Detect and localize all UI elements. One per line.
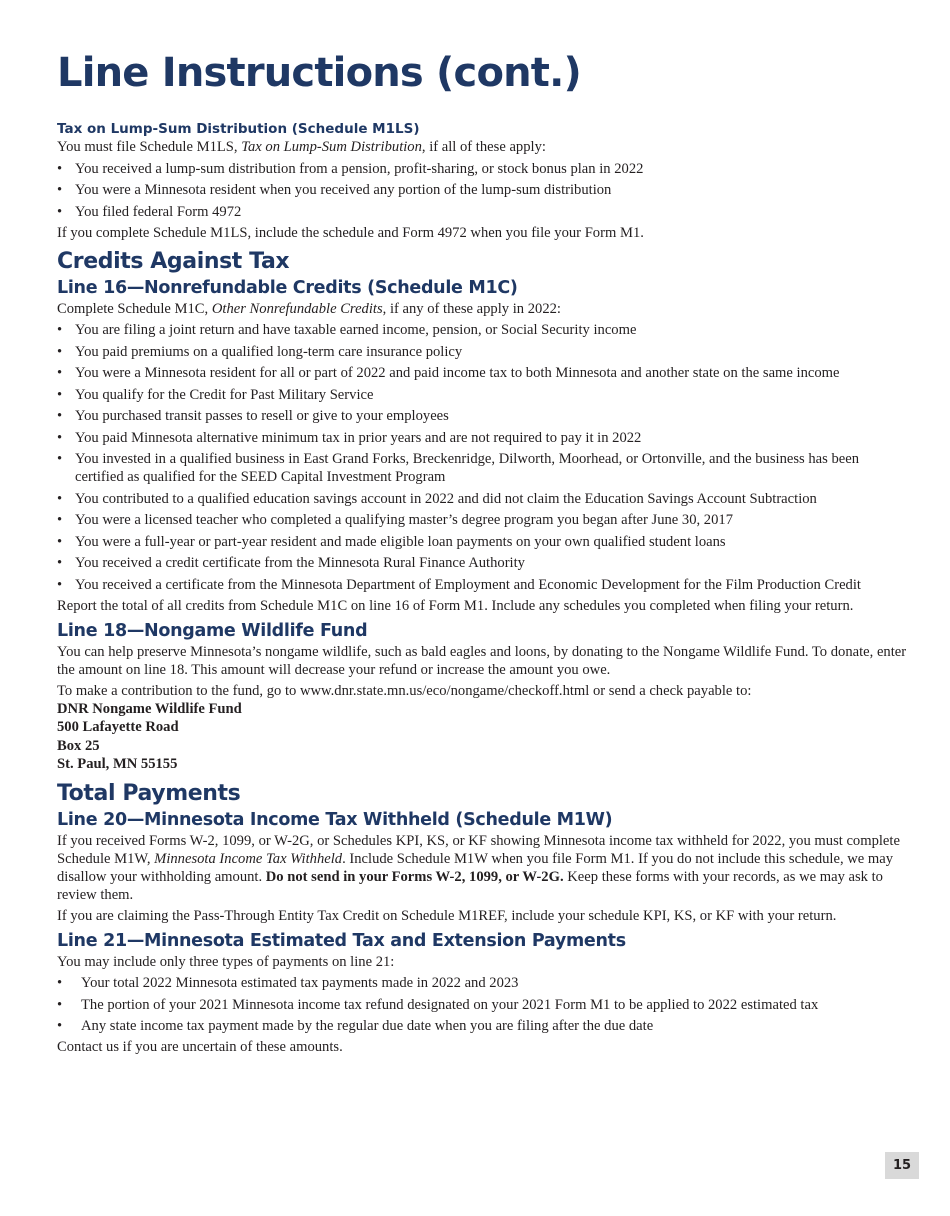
- line18-heading: Line 18—Nongame Wildlife Fund: [57, 620, 368, 641]
- line16-closing: Report the total of all credits from Schedule M1C on line 16 of Form M1. Include any schedules you completed when filing your return.: [57, 597, 854, 614]
- list-item: • You were a full-year or part-year resident and made eligible loan payments on your own qualified student loans: [57, 533, 909, 551]
- line20-para1-c: Keep these forms with your records, as we may ask to review them.: [57, 868, 883, 903]
- list-item: • You filed federal Form 4972: [57, 203, 909, 221]
- line20-para2: If you are claiming the Pass-Through Entity Tax Credit on Schedule M1REF, include your schedule KPI, KS, or KF with your return.: [57, 907, 837, 924]
- lump-sum-heading: Tax on Lump-Sum Distribution (Schedule M1LS): [57, 121, 420, 137]
- list-item: • Any state income tax payment made by the regular due date when you are filing after the due date: [57, 1017, 909, 1035]
- credits-heading: Credits Against Tax: [57, 248, 290, 274]
- line16-intro-post: , if any of these apply in 2022:: [382, 300, 561, 317]
- list-item: • You were a Minnesota resident for all or part of 2022 and paid income tax to both Minnesota and another state on the same income: [57, 364, 909, 382]
- address-line: Box 25: [57, 737, 100, 754]
- lump-sum-closing: If you complete Schedule M1LS, include the schedule and Form 4972 when you file your Form M1.: [57, 224, 644, 241]
- lump-sum-intro: [57, 138, 909, 156]
- line18-para2: To make a contribution to the fund, go to www.dnr.state.mn.us/eco/nongame/checkoff.html or send a check payable to:: [57, 682, 752, 699]
- line16-intro: [57, 300, 909, 318]
- list-item: • You paid Minnesota alternative minimum tax in prior years and are not required to pay it in 2022: [57, 429, 909, 447]
- lump-sum-intro-italic: Tax on Lump-Sum Distribution: [241, 139, 422, 155]
- list-item: • You received a certificate from the Minnesota Department of Employment and Economic Development for the Film Production Credit: [57, 576, 909, 594]
- lump-sum-intro-pre: You must file Schedule M1LS,: [57, 139, 242, 155]
- line20-para1: [57, 832, 909, 904]
- address-line: 500 Lafayette Road: [57, 719, 179, 735]
- line21-intro: You may include only three types of payments on line 21:: [57, 953, 395, 970]
- line16-heading: Line 16—Nonrefundable Credits (Schedule M1C): [57, 277, 518, 298]
- address-line: DNR Nongame Wildlife Fund: [57, 700, 242, 717]
- list-item: • You were a Minnesota resident when you received any portion of the lump-sum distribution: [57, 181, 909, 199]
- list-item: • You received a credit certificate from the Minnesota Rural Finance Authority: [57, 554, 909, 572]
- list-item: • You were a licensed teacher who completed a qualifying master’s degree program you began after June 30, 2017: [57, 511, 909, 529]
- line20-para1-a: If you received Forms W-2, 1099, or W-2G, or Schedules KPI, KS, or KF showing Minnesota income tax withheld for 2022, you must complete Schedule M1W,: [57, 832, 900, 867]
- line16-list: [57, 321, 909, 594]
- line21-heading: Line 21—Minnesota Estimated Tax and Extension Payments: [57, 930, 626, 951]
- line21-closing: Contact us if you are uncertain of these amounts.: [57, 1039, 343, 1055]
- list-item: • You received a lump-sum distribution from a pension, profit-sharing, or stock bonus plan in 2022: [57, 160, 909, 178]
- line20-heading: Line 20—Minnesota Income Tax Withheld (Schedule M1W): [57, 809, 613, 830]
- line20-para1-b: . Include Schedule M1W when you file Form M1. If you do not include this schedule, we may disallow your withholding amount.: [57, 850, 894, 885]
- list-item: • Your total 2022 Minnesota estimated tax payments made in 2022 and 2023: [57, 974, 909, 992]
- line16-intro-italic: Other Nonrefundable Credits: [211, 300, 383, 317]
- page-number: 15: [885, 1152, 919, 1179]
- list-item: • The portion of your 2021 Minnesota income tax refund designated on your 2021 Form M1 to be applied to 2022 estimated tax: [57, 996, 909, 1014]
- lump-sum-intro-post: , if all of these apply:: [421, 139, 546, 155]
- list-item: • You are filing a joint return and have taxable earned income, pension, or Social Security income: [57, 321, 909, 339]
- line20-para1-italic: Minnesota Income Tax Withheld: [154, 850, 343, 867]
- list-item: • You qualify for the Credit for Past Military Service: [57, 386, 909, 404]
- list-item: • You purchased transit passes to resell or give to your employees: [57, 407, 909, 425]
- line16-intro-pre: Complete Schedule M1C,: [57, 300, 212, 317]
- list-item: • You invested in a qualified business in East Grand Forks, Breckenridge, Dilworth, Moorhead, or Ortonville, and the business has been certified as qualified for the SEED Capital Investment Program: [57, 450, 909, 486]
- line20-para1-bold: Do not send in your Forms W-2, 1099, or W-2G.: [265, 868, 564, 885]
- content-flow: [57, 120, 909, 1056]
- list-item: • You contributed to a qualified education savings account in 2022 and did not claim the Education Savings Account Subtraction: [57, 490, 909, 508]
- page-title: Line Instructions (cont.): [57, 50, 582, 96]
- address-line: St. Paul, MN 55155: [57, 756, 178, 772]
- line18-para1: You can help preserve Minnesota’s nongame wildlife, such as bald eagles and loons, by donating to the Nongame Wildlife Fund. To donate, enter the amount on line 18. This amount will decrease your refund or increase the amount you owe.: [57, 643, 907, 678]
- list-item: • You paid premiums on a qualified long-term care insurance policy: [57, 343, 909, 361]
- payments-heading: Total Payments: [57, 780, 241, 806]
- mailing-address: [57, 700, 909, 774]
- lump-sum-list: [57, 160, 909, 221]
- line21-list: [57, 974, 909, 1035]
